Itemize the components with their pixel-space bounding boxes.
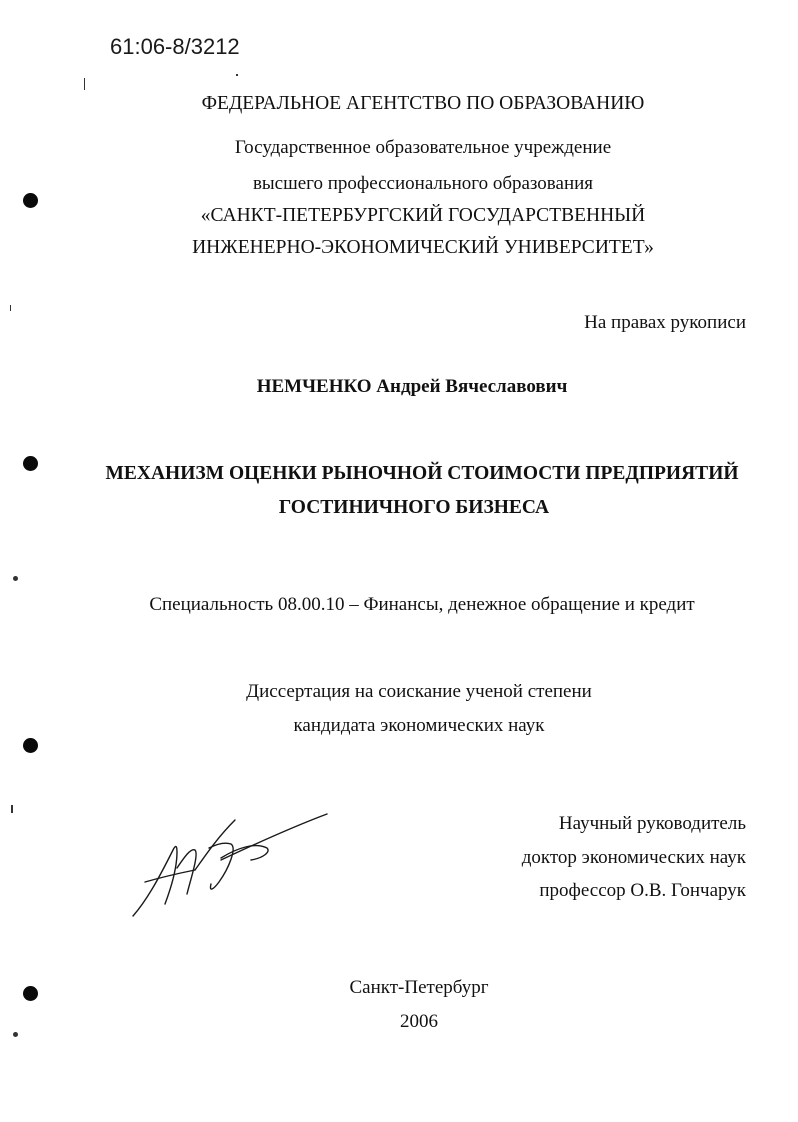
supervisor-line-2: доктор экономических наук (521, 847, 746, 868)
institution-line-4: ИНЖЕНЕРНО-ЭКОНОМИЧЕСКИЙ УНИВЕРСИТЕТ» (192, 237, 654, 258)
scan-speck (10, 305, 11, 311)
punch-hole (23, 193, 38, 208)
dissertation-line-1: Диссертация на соискание ученой степени (246, 681, 592, 702)
institution-line-3: «САНКТ-ПЕТЕРБУРГСКИЙ ГОСУДАРСТВЕННЫЙ (200, 205, 646, 226)
manuscript-note: На правах рукописи (584, 312, 746, 333)
scan-speck (13, 576, 18, 581)
supervisor-line-1: Научный руководитель (558, 813, 746, 834)
specialty: Специальность 08.00.10 – Финансы, денежное обращение и кредит (149, 594, 695, 615)
institution-line-2: высшего профессионального образования (252, 173, 594, 194)
punch-hole (23, 456, 38, 471)
scan-speck (13, 1032, 18, 1037)
handwritten-signature (125, 808, 335, 923)
year: 2006 (400, 1011, 438, 1032)
scan-speck (11, 805, 13, 813)
title-line-2: ГОСТИНИЧНОГО БИЗНЕСА (278, 497, 550, 518)
punch-hole (23, 738, 38, 753)
agency-name: ФЕДЕРАЛЬНОЕ АГЕНТСТВО ПО ОБРАЗОВАНИЮ (201, 93, 645, 114)
scan-speck (236, 74, 238, 76)
title-line-1: МЕХАНИЗМ ОЦЕНКИ РЫНОЧНОЙ СТОИМОСТИ ПРЕДПРИЯТИЙ (105, 463, 739, 484)
author-name: НЕМЧЕНКО Андрей Вячеславович (256, 376, 568, 397)
dissertation-line-2: кандидата экономических наук (293, 715, 545, 736)
city: Санкт-Петербург (349, 977, 489, 998)
supervisor-line-3: профессор О.В. Гончарук (539, 880, 746, 901)
archive-code: 61:06-8/3212 (110, 34, 240, 59)
punch-hole (23, 986, 38, 1001)
institution-line-1: Государственное образовательное учреждение (234, 137, 612, 158)
scan-speck (84, 78, 85, 90)
